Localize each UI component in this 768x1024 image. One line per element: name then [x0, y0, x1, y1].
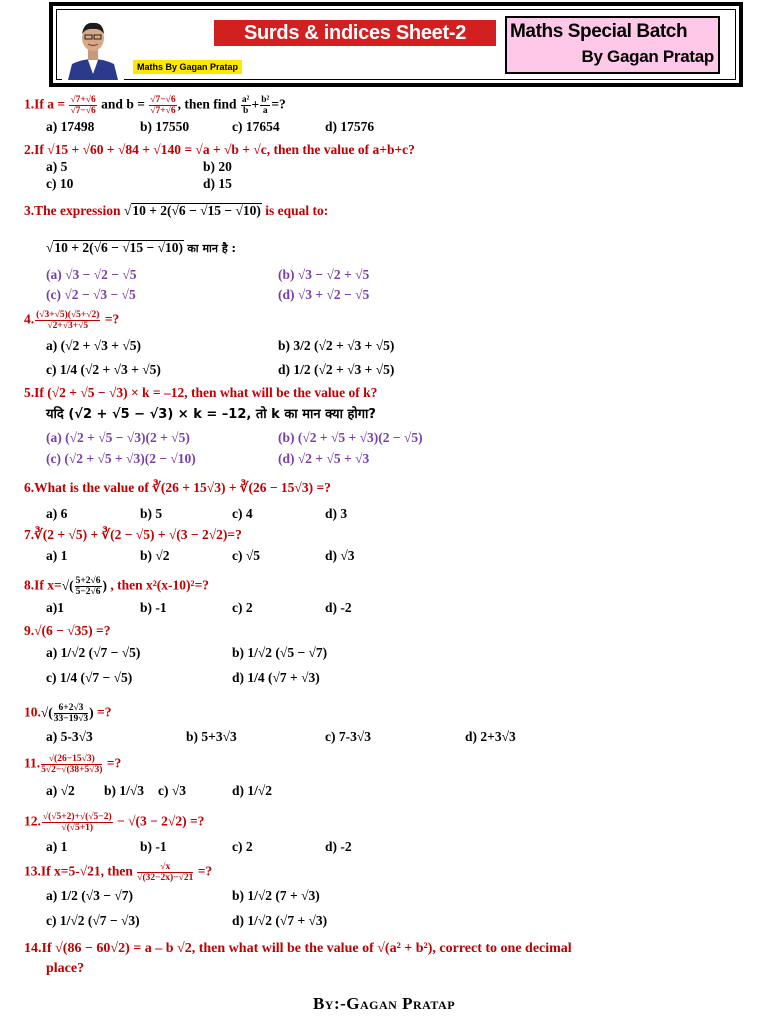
question-13 [24, 862, 212, 883]
q4-option-a[interactable]: a) (√2 + √3 + √5) [46, 338, 141, 353]
q3-pre: 3.The expression [24, 203, 121, 218]
author-photo [62, 14, 124, 80]
q11-pre: 11. [24, 755, 41, 771]
question-12 [24, 812, 204, 833]
q1-a-fraction [69, 95, 96, 116]
q12-option-d[interactable]: d) -2 [325, 839, 352, 854]
q3-option-d[interactable]: (d) √3 + √2 − √5 [278, 287, 370, 302]
q1-b-fraction [149, 95, 176, 116]
q11-option-d[interactable]: d) 1/√2 [232, 783, 273, 798]
q7-option-d[interactable]: d) √3 [325, 548, 355, 563]
question-3: 3.The expression √10 + 2(√6 − √15 − √10) is equal to: [24, 203, 329, 218]
q13-option-a[interactable]: a) 1/2 (√3 − √7) [46, 888, 133, 903]
q10-post: =? [97, 704, 112, 720]
q7-option-b[interactable]: b) √2 [140, 548, 170, 563]
batch-name: Maths Special Batch [510, 21, 688, 42]
q3-hindi-text: का मान है : [187, 242, 236, 255]
byline-tag: Maths By Gagan Pratap [133, 60, 242, 74]
q7-option-a[interactable]: a) 1 [46, 548, 68, 563]
q10-option-d[interactable]: d) 2+3√3 [465, 729, 516, 744]
q1-a-den: √7−√6 [70, 106, 96, 116]
q11-option-c[interactable]: c) √3 [158, 783, 187, 798]
q8-option-a[interactable]: a)1 [46, 600, 64, 615]
q10-pre: 10. [24, 704, 41, 720]
q13-post: =? [197, 863, 213, 879]
q12-pre: 12. [24, 813, 41, 829]
question-10: 10.√( $\frac{6+2√3}{33-19√3}$ ) =? [24, 703, 112, 724]
q13-option-b[interactable]: b) 1/√2 (7 + √3) [232, 888, 320, 903]
q10-option-a[interactable]: a) 5-3√3 [46, 729, 93, 744]
q13-fraction [137, 862, 193, 883]
question-7: 7.∛(2 + √5) + ∛(2 − √5) + √(3 − 2√2)=? [24, 527, 242, 542]
q1-option-b[interactable]: b) 17550 [140, 119, 190, 134]
q6-option-a[interactable]: a) 6 [46, 506, 68, 521]
q8-den: 5−2√6 [75, 587, 101, 597]
question-6: 6.What is the value of ∛(26 + 15√3) + ∛(26 − 15√3) =? [24, 480, 331, 495]
q1-pre: 1.If a = [24, 96, 66, 112]
q3-hindi-expr: 10 + 2(√6 − √15 − √10) [54, 240, 183, 255]
batch-box [505, 16, 720, 74]
question-14-line-2: place? [46, 961, 85, 976]
question-14-line-1: 14.If √(86 − 60√2) = a – b √2, then what will be the value of √(a² + b²), correct to one decimal [24, 941, 572, 956]
q12-post: − √(3 − 2√2) =? [117, 813, 205, 829]
q9-option-d[interactable]: d) 1/4 (√7 + √3) [232, 670, 320, 685]
q9-option-b[interactable]: b) 1/√2 (√5 − √7) [232, 645, 328, 660]
q1-option-d[interactable]: d) 17576 [325, 119, 375, 134]
q4-num: (√3+√5)(√5+√2) [36, 310, 100, 320]
footer-author: By:-Gagan Pratap [312, 994, 456, 1013]
q13-num: √x [137, 862, 193, 873]
q5-hindi: यदि (√2 + √5 − √3) × k = –12, तो k का मान क्या होगा? [46, 407, 376, 422]
q12-num: √(√5+2)+√(√5−2) [42, 812, 112, 822]
q11-fraction [41, 754, 102, 775]
q2-option-b[interactable]: b) 20 [203, 159, 232, 174]
q1-end: =? [271, 96, 286, 112]
q9-option-a[interactable]: a) 1/√2 (√7 − √5) [46, 645, 141, 660]
q1-post: , then find [177, 96, 237, 112]
sheet-header [49, 2, 743, 87]
q10-option-b[interactable]: b) 5+3√3 [186, 729, 237, 744]
q6-option-d[interactable]: d) 3 [325, 506, 348, 521]
q8-post: , then x²(x-10)²=? [110, 577, 210, 593]
q4-option-d[interactable]: d) 1/2 (√2 + √3 + √5) [278, 362, 395, 377]
q2-option-c[interactable]: c) 10 [46, 176, 74, 191]
q11-num: √(26−15√3) [41, 754, 102, 765]
q1-b-den: √7+√6 [150, 106, 176, 116]
q10-den: 33−19√3 [53, 714, 89, 724]
question-4 [24, 310, 119, 331]
q11-option-a[interactable]: a) √2 [46, 783, 75, 798]
q3-post: is equal to: [265, 203, 329, 218]
q8-pre: 8.If x= [24, 577, 62, 593]
q2-option-d[interactable]: d) 15 [203, 176, 232, 191]
q2-option-a[interactable]: a) 5 [46, 159, 68, 174]
q1-option-a[interactable]: a) 17498 [46, 119, 95, 134]
q1-mid: and b = [101, 96, 145, 112]
q4-den: √2+√3+√5 [47, 321, 89, 331]
q12-fraction [42, 812, 113, 833]
sheet-title: Surds & indices Sheet-2 [214, 20, 496, 46]
q1-b-num: √7−√6 [150, 95, 176, 105]
q8-num: 5+2√6 [75, 576, 101, 586]
question-11 [24, 754, 121, 775]
q3-option-a[interactable]: (a) √3 − √2 − √5 [46, 267, 137, 282]
q12-option-c[interactable]: c) 2 [232, 839, 253, 854]
q6-option-c[interactable]: c) 4 [232, 506, 253, 521]
q4-fraction [35, 310, 100, 331]
q11-post: =? [106, 755, 122, 771]
q8-option-d[interactable]: d) -2 [325, 600, 352, 615]
q12-den: √(√5+1) [61, 823, 94, 833]
q5-option-a[interactable]: (a) (√2 + √5 − √3)(2 + √5) [46, 430, 190, 445]
q3-option-b[interactable]: (b) √3 − √2 + √5 [278, 267, 370, 282]
q13-option-c[interactable]: c) 1/√2 (√7 − √3) [46, 913, 140, 928]
q4-option-b[interactable]: b) 3/2 (√2 + √3 + √5) [278, 338, 395, 353]
q11-option-b[interactable]: b) 1/√3 [104, 783, 145, 798]
q6-option-b[interactable]: b) 5 [140, 506, 163, 521]
q1-a-num: √7+√6 [70, 95, 96, 105]
question-9: 9.√(6 − √35) =? [24, 623, 111, 638]
q8-option-b[interactable]: b) -1 [140, 600, 167, 615]
q10-option-c[interactable]: c) 7-3√3 [325, 729, 372, 744]
q13-pre: 13.If x=5-√21, then [24, 863, 133, 879]
q11-den: 5√2−√(38+5√3) [41, 765, 103, 775]
q4-pre: 4. [24, 311, 35, 327]
q5-option-d[interactable]: (d) √2 + √5 + √3 [278, 451, 370, 466]
q3-hindi: √10 + 2(√6 − √15 − √10) का मान है : [46, 240, 236, 255]
q5-option-b[interactable]: (b) (√2 + √5 + √3)(2 − √5) [278, 430, 423, 445]
q4-post: =? [104, 311, 120, 327]
q5-option-c[interactable]: (c) (√2 + √5 + √3)(2 − √10) [46, 451, 196, 466]
q10-num: 6+2√3 [54, 703, 88, 714]
question-1: 1.If a = $\frac{√7+√6}{√7-√6}$ and b = $\frac{√7-√6}{√7+√6}$ , then find $\frac{\text{a²}}{b}$ + $\frac{\text{b²}}{a}$ =? [24, 95, 286, 116]
q9-option-c[interactable]: c) 1/4 (√7 − √5) [46, 670, 133, 685]
q4-option-c[interactable]: c) 1/4 (√2 + √3 + √5) [46, 362, 161, 377]
batch-author: By Gagan Pratap [581, 47, 714, 66]
question-5: 5.If (√2 + √5 − √3) × k = –12, then what will be the value of k? [24, 385, 378, 400]
q7-option-c[interactable]: c) √5 [232, 548, 261, 563]
q12-option-b[interactable]: b) -1 [140, 839, 167, 854]
q8-option-c[interactable]: c) 2 [232, 600, 253, 615]
question-8: 8.If x=√( $\frac{5+2√6}{5-2√6}$ ) , then x²(x-10)²=? [24, 576, 210, 597]
q1-option-c[interactable]: c) 17654 [232, 119, 280, 134]
q3-expr: 10 + 2(√6 − √15 − √10) [132, 203, 261, 218]
q12-option-a[interactable]: a) 1 [46, 839, 68, 854]
question-2: 2.If √15 + √60 + √84 + √140 = √a + √b + √c, then the value of a+b+c? [24, 142, 415, 157]
q13-option-d[interactable]: d) 1/√2 (√7 + √3) [232, 913, 328, 928]
q3-option-c[interactable]: (c) √2 − √3 − √5 [46, 287, 136, 302]
q13-den: √(32−2x)−√21 [137, 873, 194, 883]
